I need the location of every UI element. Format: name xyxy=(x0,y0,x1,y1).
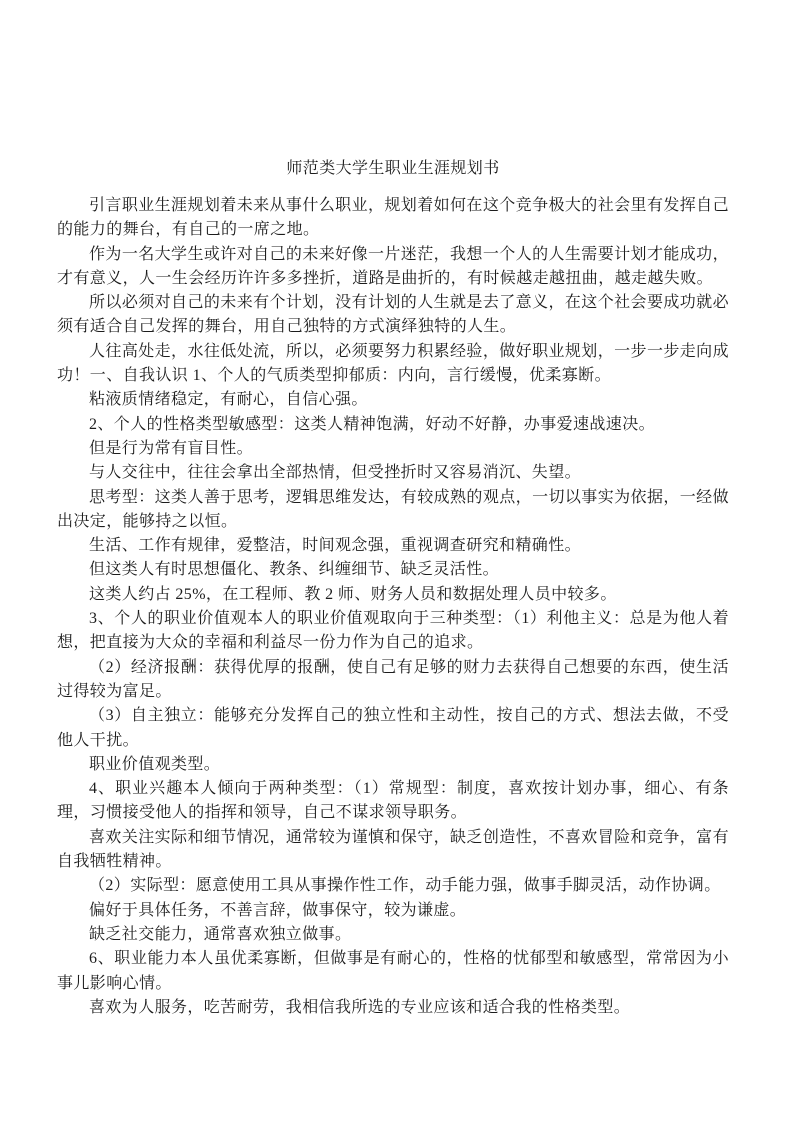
document-content xyxy=(57,157,729,1020)
paragraph: 作为一名大学生或许对自己的未来好像一片迷茫，我想一个人的人生需要计划才能成功，才有意义，人一生会经历许许多多挫折，道路是曲折的，有时候越走越扭曲，越走越失败。 xyxy=(57,245,729,287)
paragraph: 偏好于具体任务，不善言辞，做事保守，较为谦虚。 xyxy=(89,901,467,919)
paragraph: 所以必须对自己的未来有个计划，没有计划的人生就是去了意义，在这个社会要成功就必须有适合自己发挥的舞台，用自己独特的方式演绎独特的人生。 xyxy=(57,294,729,336)
paragraph: 生活、工作有规律，爱整洁，时间观念强，重视调查研究和精确性。 xyxy=(89,537,582,555)
paragraph: 缺乏社交能力，通常喜欢独立做事。 xyxy=(89,925,352,943)
paragraph: 3、个人的职业价值观本人的职业价值观取向于三种类型：（1）利他主义：总是为他人着想，把直接为大众的幸福和利益尽一份力作为自己的追求。 xyxy=(57,610,729,652)
paragraph: 6、职业能力本人虽优柔寡断，但做事是有耐心的，性格的忧郁型和敏感型，常常因为小事儿影响心情。 xyxy=(57,950,729,992)
paragraph: 引言职业生涯规划着未来从事什么职业，规划着如何在这个竞争极大的社会里有发挥自己的能力的舞台，有自己的一席之地。 xyxy=(57,197,729,239)
document-title: 师范类大学生职业生涯规划书 xyxy=(286,160,500,177)
paragraph: （3）自主独立：能够充分发挥自己的独立性和主动性，按自己的方式、想法去做，不受他人干扰。 xyxy=(57,707,729,749)
paragraph: （2）经济报酬：获得优厚的报酬，使自己有足够的财力去获得自己想要的东西，使生活过得较为富足。 xyxy=(57,658,729,700)
paragraph: 但是行为常有盲目性。 xyxy=(89,439,254,457)
paragraph: 2、个人的性格类型敏感型：这类人精神饱满，好动不好静，办事爱速战速决。 xyxy=(89,415,656,433)
paragraph: 但这类人有时思想僵化、教条、纠缠细节、缺乏灵活性。 xyxy=(89,561,500,579)
document-body xyxy=(57,194,729,1020)
paragraph: 喜欢关注实际和细节情况，通常较为谨慎和保守，缺乏创造性，不喜欢冒险和竞争，富有自我牺牲精神。 xyxy=(57,828,729,871)
paragraph: 4、职业兴趣本人倾向于两种类型：（1）常规型：制度，喜欢按计划办事，细心、有条理，习惯接受他人的指挥和领导，自己不谋求领导职务。 xyxy=(57,780,729,822)
paragraph: 思考型：这类人善于思考，逻辑思维发达，有较成熟的观点，一切以事实为依据，一经做出决定，能够持之以恒。 xyxy=(57,488,729,530)
paragraph: 粘液质情绪稳定，有耐心，自信心强。 xyxy=(89,391,368,409)
paragraph: 人往高处走，水往低处流，所以，必须要努力积累经验，做好职业规划，一步一步走向成功！一、自我认识 1、个人的气质类型抑郁质：内向，言行缓慢，优柔寡断。 xyxy=(57,342,729,385)
paragraph: 职业价值观类型。 xyxy=(89,755,221,773)
paragraph: 这类人约占 25%，在工程师、教 2 师、财务人员和数据处理人员中较多。 xyxy=(89,585,617,603)
paragraph: 喜欢为人服务，吃苦耐劳，我相信我所选的专业应该和适合我的性格类型。 xyxy=(89,998,631,1016)
paragraph: 与人交往中，往往会拿出全部热情，但受挫折时又容易消沉、失望。 xyxy=(89,464,582,482)
paragraph: （2）实际型：愿意使用工具从事操作性工作，动手能力强，做事手脚灵活，动作协调。 xyxy=(89,877,721,895)
